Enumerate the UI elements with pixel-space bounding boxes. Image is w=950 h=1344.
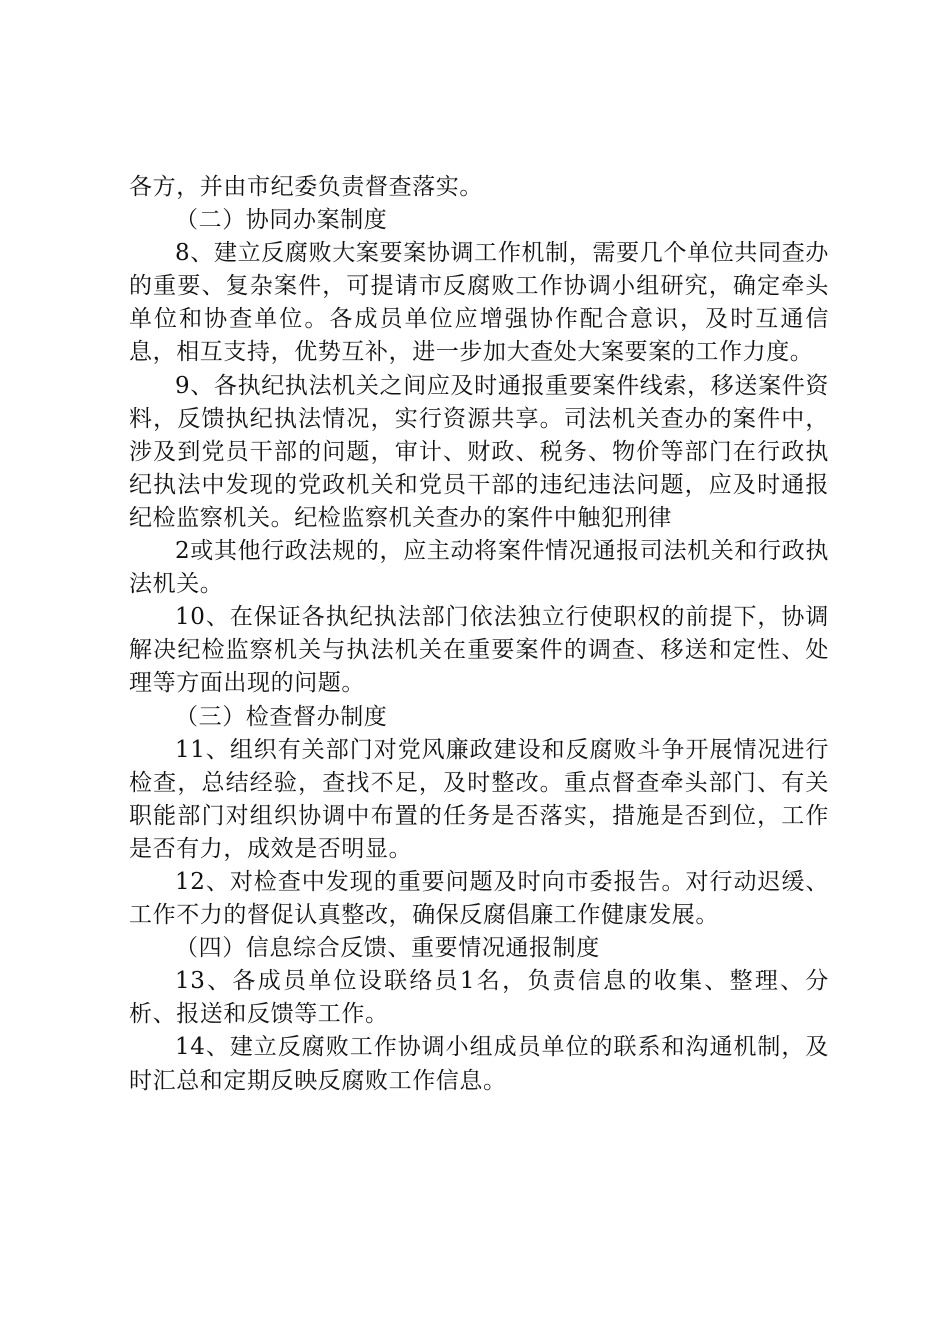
paragraph-item-8: 8、建立反腐败大案要案协调工作机制，需要几个单位共同查办的重要、复杂案件，可提请市反腐败工作协调小组研究，确定牵头单位和协查单位。各成员单位应增强协作配合意识，及时互通信息，相互支持，优势互补，进一步加大查处大案要案的工作力度。 — [129, 240, 829, 366]
paragraph-item-10: 10、在保证各执纪执法部门依法独立行使职权的前提下，协调解决纪检监察机关与执法机关在重要案件的调查、移送和定性、处理等方面出现的问题。 — [129, 604, 829, 697]
paragraph-item-13: 13、各成员单位设联络员1名，负责信息的收集、整理、分析、报送和反馈等工作。 — [129, 968, 829, 1028]
paragraph-item-9: 9、各执纪执法机关之间应及时通报重要案件线索，移送案件资料，反馈执纪执法情况，实行资源共享。司法机关查办的案件中，涉及到党员干部的问题，审计、财政、税务、物价等部门在行政执纪执法中发现的党政机关和党员干部的违纪违法问题，应及时通报纪检监察机关。纪检监察机关查办的案件中触犯刑律 — [129, 372, 829, 531]
paragraph-item-12: 12、对检查中发现的重要问题及时向市委报告。对行动迟缓、工作不力的督促认真整改，确保反腐倡廉工作健康发展。 — [129, 868, 829, 929]
section-heading-3: （三）检查督办制度 — [175, 703, 388, 730]
document-body — [129, 171, 829, 1098]
paragraph-item-9-continued: 2或其他行政法规的，应主动将案件情况通报司法机关和行政执法机关。 — [129, 538, 829, 598]
section-heading-4: （四）信息综合反馈、重要情况通报制度 — [175, 935, 600, 962]
paragraph-continuation: 各方，并由市纪委负责督查落实。 — [129, 174, 483, 200]
paragraph-item-11: 11、组织有关部门对党风廉政建设和反腐败斗争开展情况进行检查，总结经验，查找不足，及时整改。重点督查牵头部门、有关职能部门对组织协调中布置的任务是否落实，措施是否到位，工作是否有力，成效是否明显。 — [129, 736, 829, 862]
section-heading-2: （二）协同办案制度 — [175, 207, 388, 234]
paragraph-item-14: 14、建立反腐败工作协调小组成员单位的联系和沟通机制，及时汇总和定期反映反腐败工作信息。 — [129, 1034, 829, 1094]
